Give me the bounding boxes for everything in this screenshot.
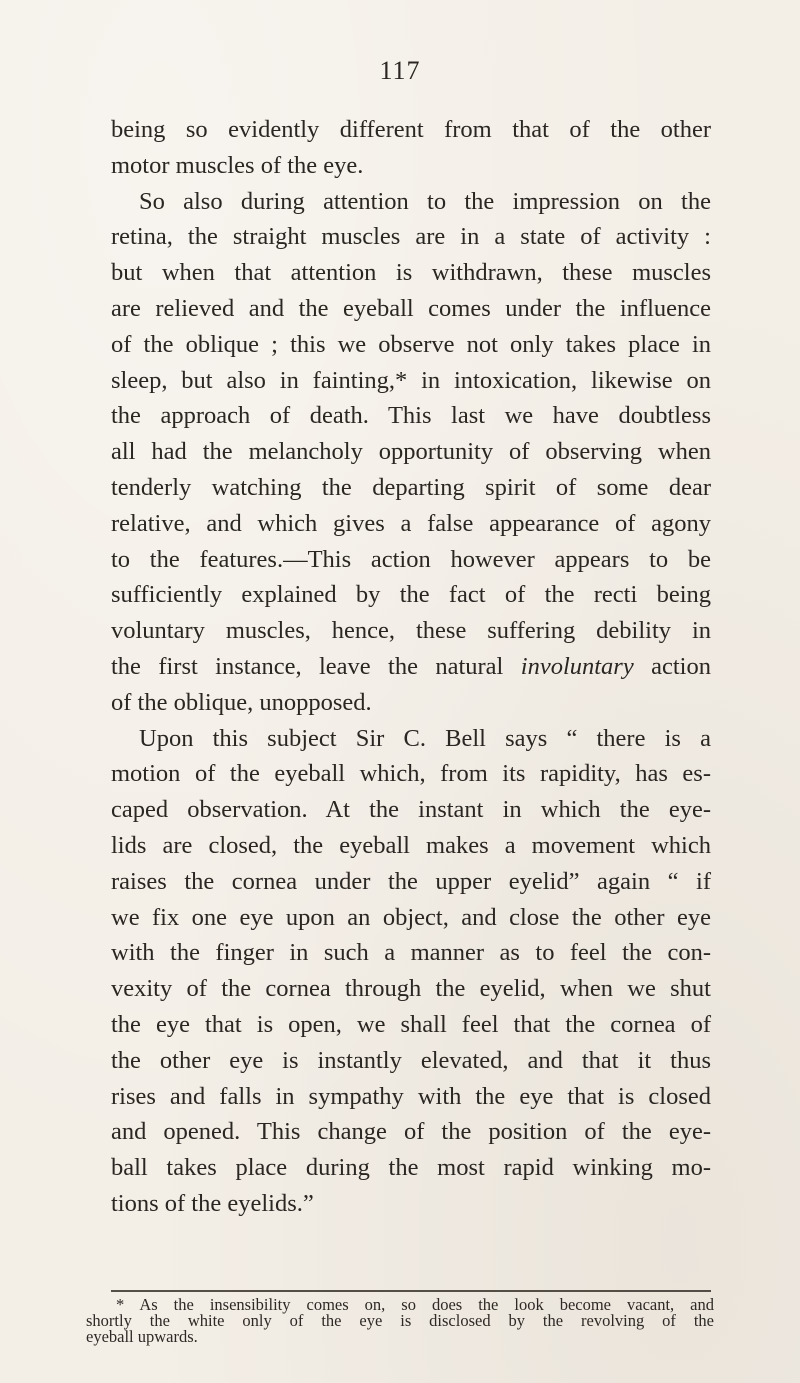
footnote-divider — [111, 1290, 711, 1292]
text-line: of the oblique ; this we observe not only takes place in — [111, 330, 711, 358]
body-text — [111, 112, 711, 1222]
text-line: rises and falls in sympathy with the eye that is closed — [111, 1082, 711, 1110]
text-line: all had the melancholy opportunity of observing when — [111, 438, 711, 466]
italic-term: involuntary — [520, 652, 634, 680]
text-line: sleep, but also in fainting,* in intoxication, likewise on — [111, 366, 711, 394]
text-line: the approach of death. This last we have doubtless — [111, 402, 711, 430]
text-line-with-italic — [111, 649, 711, 685]
text-line: being so evidently different from that of the other — [111, 116, 711, 143]
text-line: relative, and which gives a false appearance of agony — [111, 509, 711, 537]
text-line: motor muscles of the eye. — [111, 151, 364, 179]
footnote-line: shortly the white only of the eye is disclosed by the revolving of the — [86, 1311, 714, 1330]
text-line: sufficiently explained by the fact of the recti being — [111, 581, 711, 609]
text-line: are relieved and the eyeball comes under the influence — [111, 294, 711, 322]
text-line: but when that attention is withdrawn, these muscles — [111, 259, 711, 287]
text-line: So also during attention to the impression on the — [139, 187, 711, 215]
page-number: 117 — [379, 56, 421, 85]
footnote-line: * As the insensibility comes on, so does the look become vacant, and — [116, 1295, 714, 1314]
text-line: tions of the eyelids.” — [111, 1189, 314, 1217]
text-line: tenderly watching the departing spirit of some dear — [111, 473, 711, 501]
text-line: to the features.—This action however appears to be — [111, 545, 711, 573]
text-line: raises the cornea under the upper eyelid” again “ if — [111, 867, 711, 895]
text-line: voluntary muscles, hence, these suffering debility in — [111, 617, 711, 645]
text-line: retina, the straight muscles are in a state of activity : — [111, 223, 711, 251]
text-line: the other eye is instantly elevated, and that it thus — [111, 1046, 711, 1074]
text-line: vexity of the cornea through the eyelid, when we shut — [111, 975, 711, 1003]
text-line: of the oblique, unopposed. — [111, 688, 372, 716]
text-line: lids are closed, the eyeball makes a movement which — [111, 831, 711, 859]
text-line: and opened. This change of the position of the eye- — [111, 1118, 711, 1146]
text-line: we fix one eye upon an object, and close the other eye — [111, 903, 711, 931]
text-line: caped observation. At the instant in which the eye- — [111, 796, 711, 824]
text-line: the eye that is open, we shall feel that the cornea of — [111, 1010, 711, 1038]
text-line: Upon this subject Sir C. Bell says “ there is a — [139, 724, 711, 752]
text-line: motion of the eyeball which, from its rapidity, has es- — [111, 760, 711, 788]
text-segment: action — [633, 652, 711, 680]
footnote — [86, 1297, 714, 1345]
text-line: with the finger in such a manner as to feel the con- — [111, 939, 711, 967]
text-line: ball takes place during the most rapid winking mo- — [111, 1154, 711, 1182]
footnote-line: eyeball upwards. — [86, 1327, 198, 1346]
text-segment: the first instance, leave the natural — [111, 652, 504, 680]
